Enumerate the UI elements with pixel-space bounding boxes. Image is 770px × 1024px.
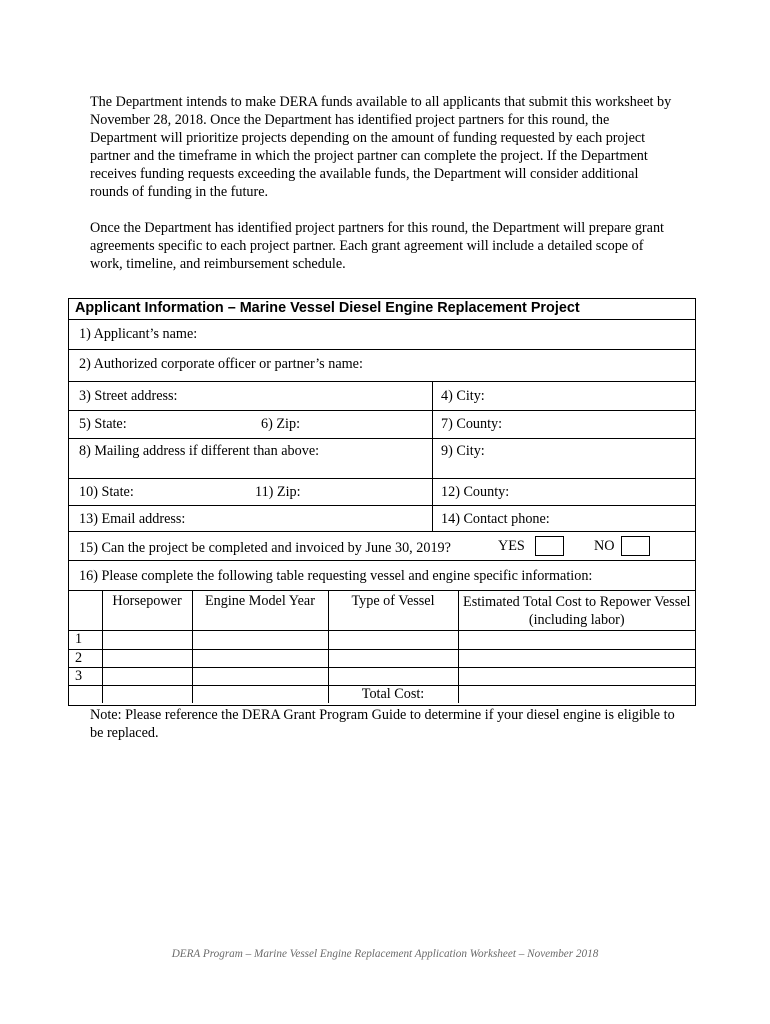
applicant-name-label: 1) Applicant’s name: bbox=[79, 326, 198, 342]
form-header bbox=[69, 299, 695, 320]
horsepower-cell[interactable] bbox=[102, 667, 192, 685]
county-field[interactable]: 7) County: bbox=[441, 416, 503, 432]
city-field[interactable]: 4) City: bbox=[441, 388, 485, 404]
vessel-table bbox=[69, 591, 695, 703]
row-number: 1 bbox=[69, 630, 102, 649]
vessel-instruction-row bbox=[69, 561, 695, 591]
page-footer: DERA Program – Marine Vessel Engine Replacement Application Worksheet – November 2018 bbox=[171, 948, 599, 960]
horsepower-header: Horsepower bbox=[102, 591, 192, 630]
row-number-header bbox=[69, 591, 102, 630]
table-row bbox=[69, 649, 695, 667]
vessel-instruction-label: 16) Please complete the following table requesting vessel and engine specific information: bbox=[79, 568, 593, 584]
email-field[interactable]: 13) Email address: bbox=[79, 511, 186, 527]
street-city-row bbox=[69, 382, 695, 411]
engine-model-year-cell[interactable] bbox=[192, 667, 328, 685]
officer-name-row[interactable] bbox=[69, 350, 695, 382]
completion-question-row bbox=[69, 532, 695, 561]
mailing-zip-field[interactable]: 11) Zip: bbox=[255, 484, 301, 500]
email-phone-row bbox=[69, 506, 695, 532]
officer-name-label: 2) Authorized corporate officer or partner’s name: bbox=[79, 356, 363, 372]
type-of-vessel-cell[interactable] bbox=[328, 649, 458, 667]
zip-field[interactable]: 6) Zip: bbox=[261, 416, 301, 432]
contact-phone-field[interactable]: 14) Contact phone: bbox=[441, 511, 550, 527]
estimated-cost-header: Estimated Total Cost to Repower Vessel (including labor) bbox=[458, 591, 695, 630]
mailing-address-row bbox=[69, 439, 695, 479]
type-of-vessel-cell[interactable] bbox=[328, 667, 458, 685]
mailing-state-field[interactable]: 10) State: bbox=[79, 484, 134, 500]
estimated-cost-cell[interactable] bbox=[458, 649, 695, 667]
mailing-city-field[interactable]: 9) City: bbox=[441, 443, 485, 459]
applicant-information-form bbox=[68, 298, 696, 706]
engine-model-year-cell[interactable] bbox=[192, 649, 328, 667]
mailing-county-field[interactable]: 12) County: bbox=[441, 484, 510, 500]
type-of-vessel-header: Type of Vessel bbox=[328, 591, 458, 630]
completion-question-label: 15) Can the project be completed and invoiced by June 30, 2019? bbox=[79, 540, 451, 556]
yes-label: YES bbox=[498, 538, 525, 554]
vessel-table-row bbox=[69, 591, 695, 705]
mailing-state-zip-county-row bbox=[69, 479, 695, 506]
intro-paragraph-2: Once the Department has identified project partners for this round, the Department will prepare grant agreements specific to each project partner. Each grant agreement will include a detailed scope of work, timeline, and reimbursement schedule. bbox=[90, 220, 664, 272]
type-of-vessel-cell[interactable] bbox=[328, 630, 458, 649]
estimated-cost-cell[interactable] bbox=[458, 630, 695, 649]
row-number: 3 bbox=[69, 667, 102, 685]
state-zip-county-row bbox=[69, 411, 695, 439]
total-cost-label: Total Cost: bbox=[328, 685, 458, 703]
total-cost-row bbox=[69, 685, 695, 703]
no-checkbox[interactable] bbox=[621, 536, 650, 556]
estimated-cost-cell[interactable] bbox=[458, 667, 695, 685]
mailing-address-field[interactable]: 8) Mailing address if different than above: bbox=[79, 443, 320, 459]
engine-model-year-header: Engine Model Year bbox=[192, 591, 328, 630]
eligibility-note: Note: Please reference the DERA Grant Program Guide to determine if your diesel engine is eligible to be replaced. bbox=[90, 707, 675, 741]
horsepower-cell[interactable] bbox=[102, 649, 192, 667]
table-row bbox=[69, 630, 695, 649]
street-address-field[interactable]: 3) Street address: bbox=[79, 388, 178, 404]
total-cost-cell[interactable] bbox=[458, 685, 695, 703]
engine-model-year-cell[interactable] bbox=[192, 630, 328, 649]
row-number: 2 bbox=[69, 649, 102, 667]
intro-paragraph-1: The Department intends to make DERA funds available to all applicants that submit this worksheet by November 28, 2018. Once the Department has identified project partners for this round, the Department will prioritize projects depending on the amount of funding requested by each project partner and the timeframe in which the project partner can complete the project. If the Department receives funding requests exceeding the available funds, the Department will consider additional rounds of funding in the future. bbox=[90, 94, 672, 200]
table-row bbox=[69, 667, 695, 685]
vessel-table-header bbox=[69, 591, 695, 630]
form-title: Applicant Information – Marine Vessel Diesel Engine Replacement Project bbox=[75, 300, 580, 316]
applicant-name-row[interactable] bbox=[69, 320, 695, 350]
yes-checkbox[interactable] bbox=[535, 536, 564, 556]
horsepower-cell[interactable] bbox=[102, 630, 192, 649]
state-field[interactable]: 5) State: bbox=[79, 416, 127, 432]
no-label: NO bbox=[594, 538, 615, 554]
